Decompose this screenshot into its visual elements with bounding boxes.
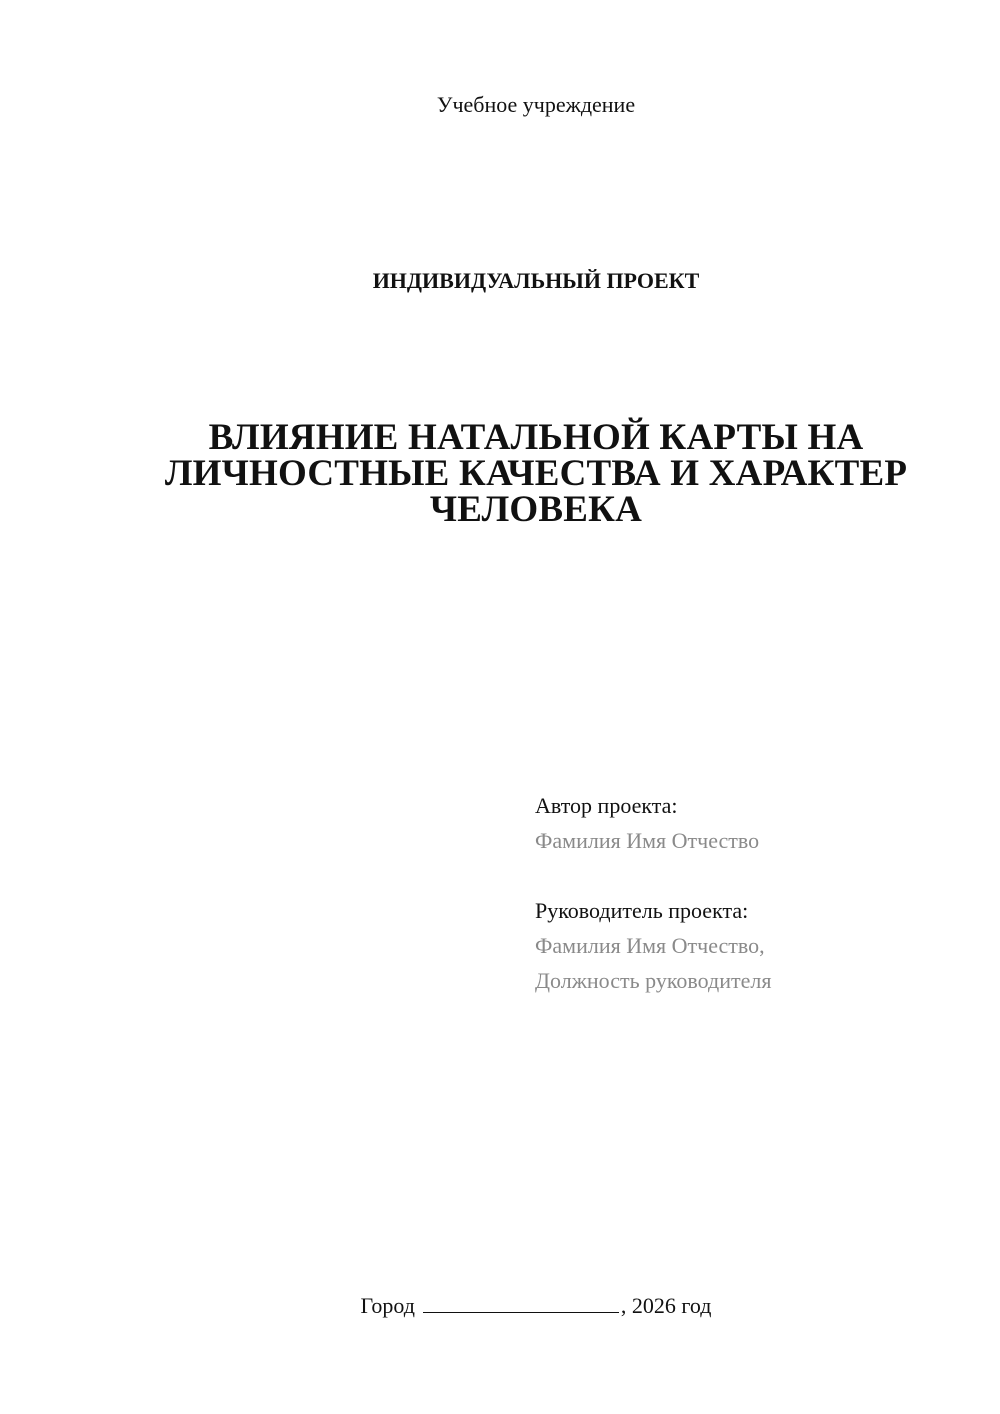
footer-city-year	[0, 1290, 1000, 1321]
institution-name: Учебное учреждение	[436, 92, 636, 117]
city-blank-line	[423, 1290, 619, 1313]
project-title	[130, 417, 942, 530]
supervisor-label: Руководитель проекта:	[535, 898, 749, 923]
supervisor-position-placeholder: Должность руководителя	[535, 968, 772, 993]
project-title-line-2: ЛИЧНОСТНЫЕ КАЧЕСТВА И ХАРАКТЕР	[164, 453, 908, 494]
project-title-line-1: ВЛИЯНИЕ НАТАЛЬНОЙ КАРТЫ НА	[208, 417, 864, 458]
author-label: Автор проекта:	[535, 793, 678, 818]
year-text: , 2026 год	[620, 1293, 712, 1318]
project-title-line-3: ЧЕЛОВЕКА	[429, 489, 643, 530]
project-type-heading: ИНДИВИДУАЛЬНЫЙ ПРОЕКТ	[372, 268, 700, 293]
author-name-placeholder: Фамилия Имя Отчество	[535, 828, 760, 853]
credits-block	[535, 788, 965, 998]
supervisor-name-placeholder: Фамилия Имя Отчество,	[535, 933, 765, 958]
city-label: Город	[360, 1293, 415, 1318]
credits-spacer	[535, 858, 965, 893]
